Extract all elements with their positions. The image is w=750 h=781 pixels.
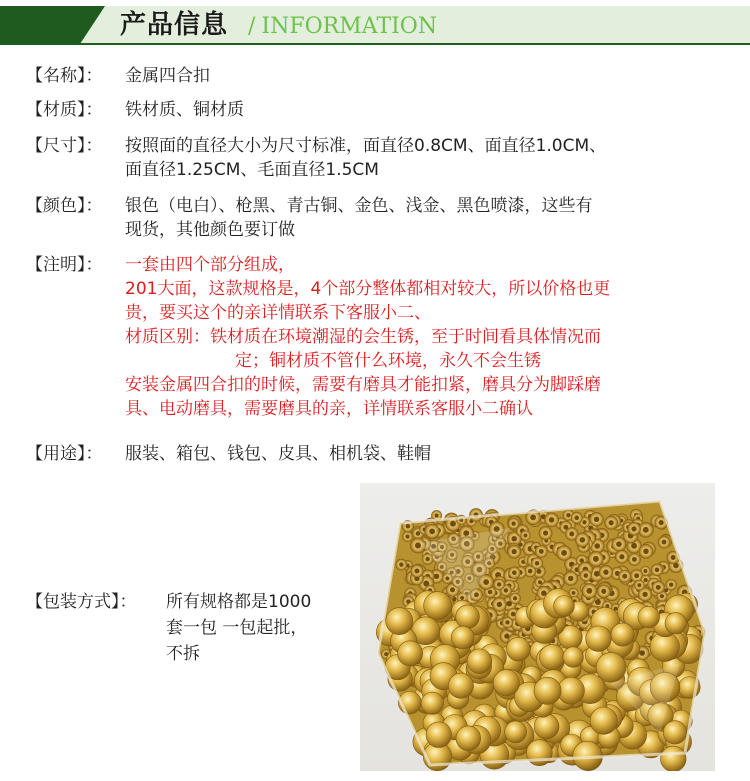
row-label: 【材质】： [26, 100, 103, 120]
row-label: 【名称】： [26, 66, 103, 86]
row-value: 银色（电白）、枪黑、青古铜、金色、浅金、黑色喷漆，这些有 现货，其他颜色要订做 [125, 196, 593, 240]
row-value: 铁材质、铜材质 [125, 100, 244, 120]
row-value: 服装、箱包、钱包、皮具、相机袋、鞋帽 [125, 444, 431, 464]
row-value: 按照面的直径大小为尺寸标准，面直径0.8CM、面直径1.0CM、 面直径1.25CM、毛面直径1.5CM [125, 136, 607, 180]
row-value: 金属四合扣 [125, 66, 210, 86]
row-label: 【包装方式】： [26, 592, 137, 612]
page-title: 产品信息 [120, 10, 229, 40]
row-value: 所有规格都是1000 套一包 一包起批， 不拆 [166, 592, 312, 664]
section-header [0, 0, 750, 50]
row-label: 【尺寸】： [26, 136, 103, 156]
gold-snap-buttons-bag-photo [360, 483, 715, 771]
row-value: 一套由四个部分组成， 201大面，这款规格是，4个部分整体都相对较大，所以价格也更 贵，要买这个的亲详情联系下客服小二、 材质区别：铁材质在环境潮湿的会生锈，至于时间看具体情况而 定；铜材质不管什么环境，永久不会生锈 安装金属四合扣的时候，需要有磨具才能扣紧，磨具分为脚踩磨 具、电动磨具，需要磨具的亲，详情联系客服小二确认 [125, 255, 611, 419]
row-label: 【注明】： [26, 255, 103, 275]
row-label: 【用途】： [26, 444, 103, 464]
page-subtitle: / INFORMATION [248, 14, 438, 39]
row-label: 【颜色】： [26, 196, 103, 216]
